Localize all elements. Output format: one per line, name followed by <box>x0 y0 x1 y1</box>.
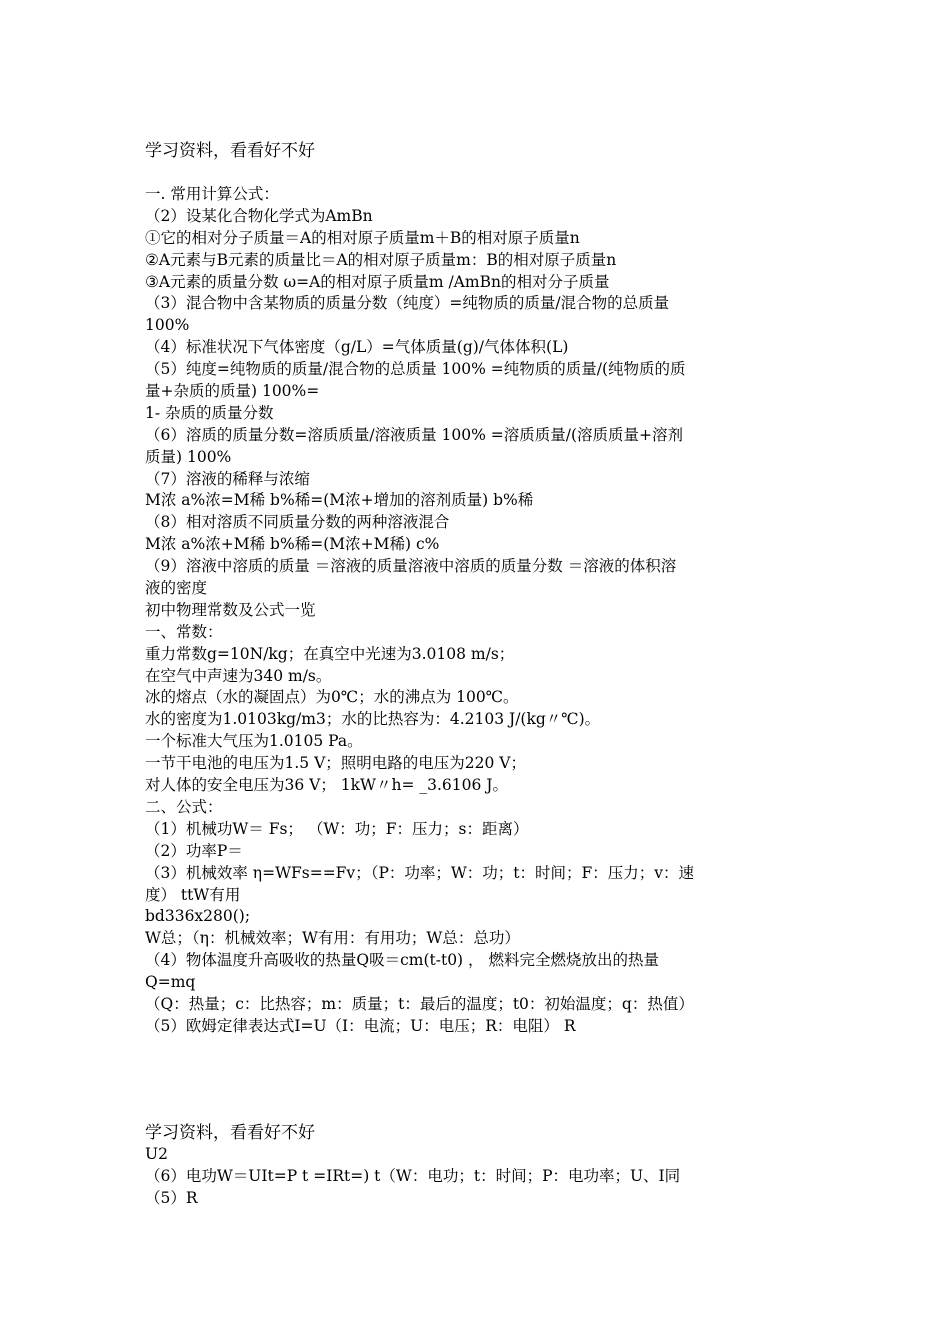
text-line: bd336x280(); <box>145 907 251 926</box>
text-line: （4）物体温度升高吸收的热量Q吸＝cm(t-t0) ， 燃料完全燃烧放出的热量 <box>145 951 659 970</box>
text-line: （Q：热量；c：比热容；m：质量；t：最后的温度；t0：初始温度；q：热值） <box>145 994 694 1013</box>
text-line: ②A元素与B元素的质量比＝A的相对原子质量m：B的相对原子质量n <box>145 250 617 269</box>
text-line: 冰的熔点（水的凝固点）为0℃；水的沸点为 100℃。 <box>145 688 519 707</box>
document-body <box>145 184 825 1038</box>
text-line: 度） ttW有用 <box>145 885 241 904</box>
text-line: 一节干电池的电压为1.5 V；照明电路的电压为220 V； <box>145 754 526 773</box>
text-line: 液的密度 <box>145 579 208 598</box>
text-line: M浓 a%浓+M稀 b%稀=(M浓+M稀) c% <box>145 535 440 554</box>
text-line: 在空气中声速为340 m/s。 <box>145 666 332 685</box>
text-line: （3）混合物中含某物质的质量分数（纯度）=纯物质的质量/混合物的总质量 <box>145 294 670 313</box>
text-line: 质量) 100% <box>145 447 232 466</box>
text-line: （8）相对溶质不同质量分数的两种溶液混合 <box>145 513 450 532</box>
text-line: 一. 常用计算公式： <box>145 185 279 203</box>
text-line: 一个标准大气压为1.0105 Pa。 <box>145 732 363 751</box>
text-line: W总；（η：机械效率；W有用：有用功；W总：总功） <box>145 929 520 948</box>
text-line: （2）功率P＝ <box>145 841 243 860</box>
text-line: （5）纯度=纯物质的质量/混合物的总质量 100% =纯物质的质量/(纯物质的质 <box>145 360 686 379</box>
text-line: （2）设某化合物化学式为AmBn <box>145 206 373 225</box>
page-header: 学习资料，看看好不好 <box>145 141 315 161</box>
text-line: （9）溶液中溶质的质量 ＝溶液的质量溶液中溶质的质量分数 ＝溶液的体积溶 <box>145 557 677 576</box>
text-line: （1）机械功W＝ Fs； （W：功；F：压力；s：距离） <box>145 819 529 838</box>
text-line: 一、常数： <box>145 622 223 641</box>
text-line: M浓 a%浓=M稀 b%稀=(M浓+增加的溶剂质量) b%稀 <box>145 491 534 510</box>
text-line: 水的密度为1.0103kg/m3；水的比热容为：4.2103 J/(kg〃℃)。 <box>145 710 601 729</box>
text-line: （3）机械效率 η=WFs==Fv；（P：功率；W：功；t：时间；F：压力；v：速 <box>145 863 695 882</box>
text-line: （6）溶质的质量分数=溶质质量/溶液质量 100% =溶质质量/(溶质质量+溶剂 <box>145 425 683 444</box>
text-line: （5）R <box>145 1188 198 1207</box>
text-line: （6）电功W＝UIt=P t =IRt=) t（W：电功；t：时间；P：电功率；U、I同 <box>145 1166 681 1185</box>
page-header-second: 学习资料，看看好不好 <box>145 1123 315 1143</box>
text-line: 对人体的安全电压为36 V； 1kW〃h= _3.6106 J。 <box>145 776 508 795</box>
text-line: 重力常数g=10N/kg；在真空中光速为3.0108 m/s； <box>145 644 515 663</box>
text-line: （4）标准状况下气体密度（g/L）=气体质量(g)/气体体积(L) <box>145 338 569 357</box>
text-line: Q=mq <box>145 973 196 992</box>
text-line: 二、公式： <box>145 797 223 816</box>
text-line: （5）欧姆定律表达式I=U（I：电流；U：电压；R：电阻） R <box>145 1016 576 1035</box>
document-body-second <box>145 1144 825 1210</box>
text-line: ③A元素的质量分数 ω=A的相对原子质量m /AmBn的相对分子质量 <box>145 272 610 291</box>
text-line: （7）溶液的稀释与浓缩 <box>145 469 310 488</box>
text-line: U2 <box>145 1145 168 1163</box>
text-line: ①它的相对分子质量＝A的相对原子质量m＋B的相对原子质量n <box>145 228 580 247</box>
text-line: 100% <box>145 316 190 335</box>
text-line: 量+杂质的质量) 100%= <box>145 382 320 401</box>
text-line: 1- 杂质的质量分数 <box>145 403 274 422</box>
text-line: 初中物理常数及公式一览 <box>145 600 316 619</box>
